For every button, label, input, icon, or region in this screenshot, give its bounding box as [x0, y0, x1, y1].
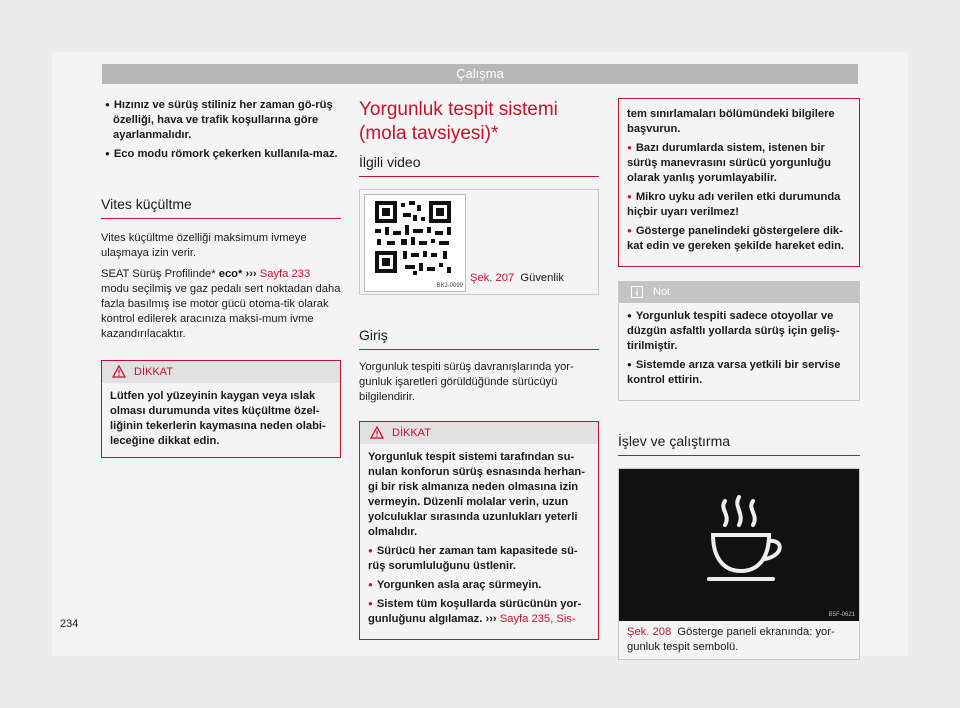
coffee-cup-icon: [619, 469, 859, 621]
list-item: ● Hızınız ve sürüş stiliniz her zaman gö-rüş özelliği, hava ve trafik koşullarına göre ayarlanmalıdır.: [101, 98, 341, 143]
warning-body: tem sınırlamaları bölümündeki bilgilere başvurun. ● Bazı durumlarda sistem, istenen bir sürüş manevrasını sürücü yorgunluğu olarak yanlış yorumlayabilir. ● Mikro uyku adı verilen etki durumunda hiçbir uyarı verilmez! ● Gösterge panelindeki göstergelere dik-kat edin ve gereken şekilde hareket edin.: [619, 99, 859, 266]
section-title-islev: İşlev ve çalıştırma: [618, 433, 860, 456]
section-title-giris: Giriş: [359, 327, 599, 350]
list-item: ● Gösterge panelindeki göstergelere dik-kat edin ve gereken şekilde hareket edin.: [627, 224, 851, 254]
warning-header: DİKKAT: [102, 361, 340, 383]
list-item: ● Sistem tüm koşullarda sürücünün yor-gunluğunu algılamaz. ››› Sayfa 235, Sis-: [368, 597, 590, 627]
cross-ref-arrow: ›››: [245, 268, 257, 280]
chapter-header: Çalışma: [102, 64, 858, 84]
figure-caption: Şek. 208 Gösterge paneli ekranında: yor-gunluk tespit sembolü.: [627, 626, 835, 653]
paragraph: Vites küçültme özelliği maksimum ivmeye ulaşmaya izin verir.: [101, 232, 307, 259]
note-body: [619, 303, 859, 400]
warning-icon: [370, 426, 384, 439]
list-item: ● Bazı durumlarda sistem, istenen bir sürüş manevrasını sürücü yorgunluğu olarak yanlış yorumlayabilir.: [627, 141, 851, 186]
page-link[interactable]: Sayfa 233: [259, 268, 311, 280]
note-header: Not: [619, 282, 859, 303]
cross-ref-arrow: ›››: [485, 613, 497, 625]
figure-code: B5F-0621: [828, 612, 855, 618]
info-icon: [631, 286, 643, 298]
dashboard-display-image[interactable]: [619, 469, 859, 621]
list-item: ● Mikro uyku adı verilen etki durumunda hiçbir uyarı verilmez!: [627, 190, 851, 220]
figure-207: [359, 189, 599, 295]
list-item: ● Eco modu römork çekerken kullanıla-maz.: [101, 147, 341, 162]
column-middle: [359, 98, 599, 640]
paragraph: SEAT Sürüş Profilinde* eco* ››› Sayfa 233 modu seçilmiş ve gaz pedalı sert noktadan daha fazla basılmış ise motor gücü otoma-tik olarak kontrol edilerek aracınıza maksi-mum ivme kazandırılacaktır.: [101, 268, 341, 340]
warning-icon: [112, 365, 126, 378]
qr-code-image[interactable]: [364, 194, 466, 292]
list-item: ● Sürücü her zaman tam kapasitede sü-rüş sorumluluğunu üstlenir.: [368, 544, 590, 574]
warning-box: [359, 421, 599, 640]
warning-box: [101, 360, 341, 458]
warning-body: Yorgunluk tespit sistemi tarafından su-nulan konforun sürüş esnasında herhan-gi bir risk almanıza neden olmasına izin vermeyin. Düzenli molalar verin, uzun yolculuklar sırasında uzunlukları yeterli olmalıdır. ● Sürücü her zaman tam kapasitede sü-rüş sorumluluğunu üstlenir. ● Yorgunken asla araç sürmeyin. ● Sistem tüm koşullarda sürücünün yor-gunluğunu algılamaz. ››› Sayfa 235, Sis-: [360, 444, 598, 639]
figure-208: [618, 468, 860, 660]
figure-caption: Şek. 207 Güvenlik: [470, 272, 564, 284]
section-title-video: İlgili video: [359, 154, 599, 177]
page-number: 234: [60, 618, 79, 630]
warning-box-continued: [618, 98, 860, 267]
paragraph: Yorgunluk tespiti sürüş davranışlarında yor-gunluk işaretleri görüldüğünde sürücüyü bilgilendirir.: [359, 361, 574, 403]
column-left: [101, 98, 341, 458]
section-title-vites: Vites küçültme: [101, 196, 341, 219]
list-item: ● Yorgunluk tespiti sadece otoyollar ve düzgün asfaltlı yollarda sürüş için geliş-tirilmiştir.: [627, 309, 851, 354]
page-link[interactable]: Sayfa 235, Sis-: [499, 613, 576, 625]
warning-text: Lütfen yol yüzeyinin kaygan veya ıslak olması durumunda vites küçültme özel-liğinin tekerlerin kaymasına neden olabi-leceğine dikkat edin.: [110, 390, 326, 447]
page-title: Yorgunluk tespit sistemi (mola tavsiyesi)*: [359, 99, 558, 144]
list-item: ● Sistemde arıza varsa yetkili bir servise kontrol ettirin.: [627, 358, 851, 388]
qr-code-icon: [365, 195, 463, 281]
note-box: [618, 281, 860, 401]
figure-code: BKJ-0099: [436, 283, 463, 289]
column-right: [618, 98, 860, 660]
warning-header: DİKKAT: [360, 422, 598, 444]
list-item: ● Yorgunken asla araç sürmeyin.: [368, 578, 590, 593]
